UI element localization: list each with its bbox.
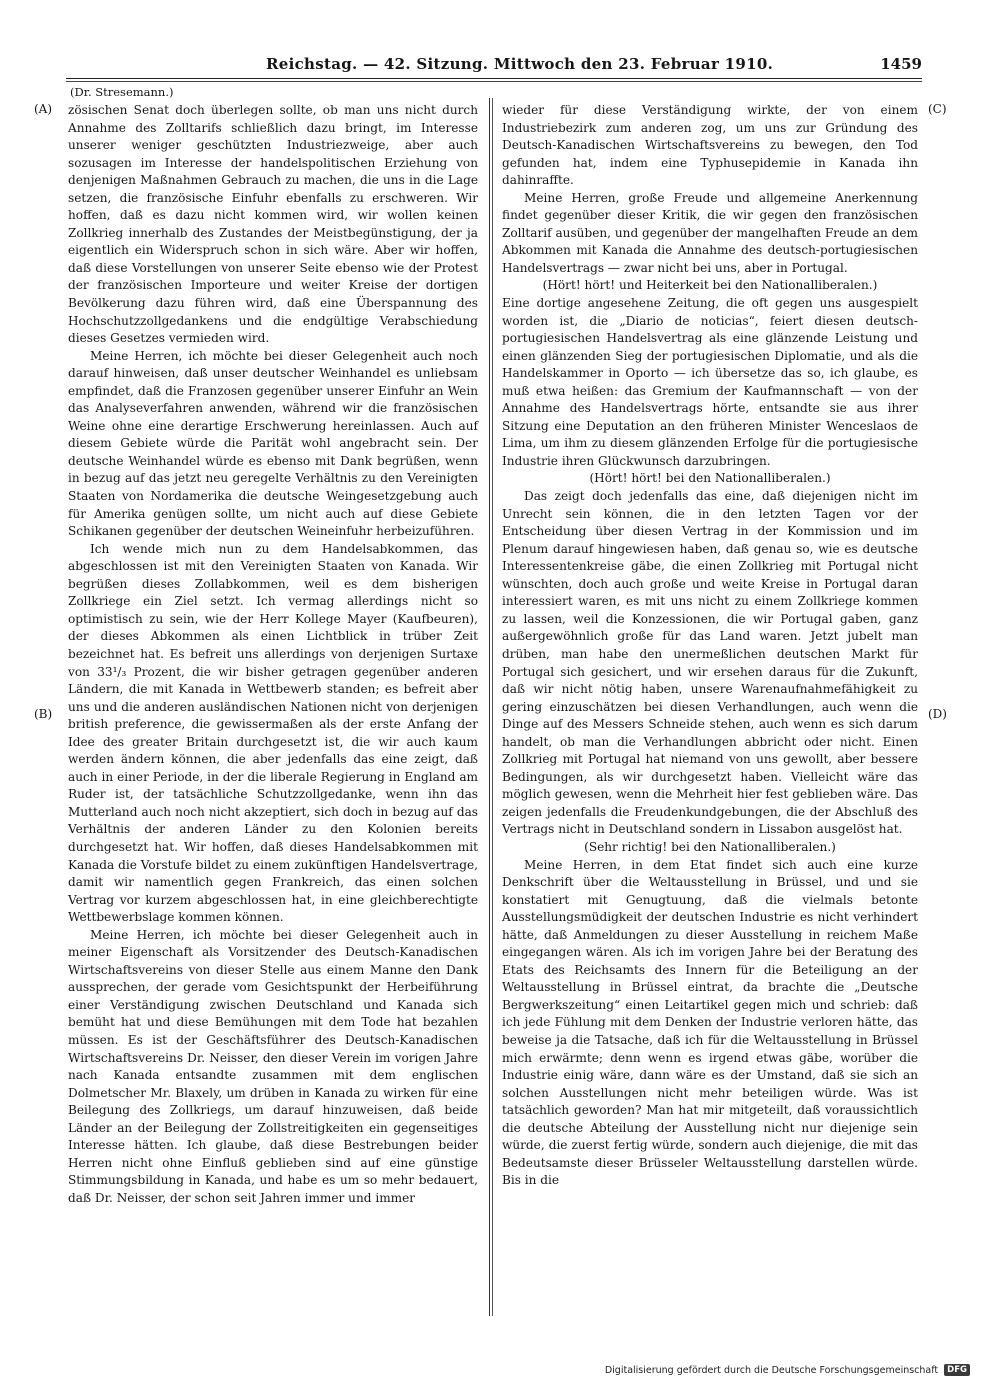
digitization-credit xyxy=(605,1364,970,1376)
left-column xyxy=(68,102,478,1207)
margin-marker-c: (C) xyxy=(928,102,947,116)
column-divider-thin xyxy=(492,98,493,1316)
paragraph: wieder für diese Verständigung wirkte, der von einem Industriebezirk zum anderen zog, um uns zur Gründung des Deutsch-Kanadischen Wirtschaftsvereins zu bewegen, den Tod gefunden hat, indem eine Typhusepidemie in Kanada ihn dahinraffte. xyxy=(502,103,918,188)
header-rule xyxy=(66,78,922,79)
dfg-logo: DFG xyxy=(944,1364,970,1376)
page-number: 1459 xyxy=(880,55,922,73)
interjection: (Sehr richtig! bei den Nationalliberalen.) xyxy=(584,839,836,854)
paragraph: Meine Herren, ich möchte bei dieser Gelegenheit auch in meiner Eigenschaft als Vorsitzender des Deutsch-Kanadischen Wirtschaftsvereins von dieser Stelle aus einem Manne den Dank aussprechen, der gerade vom Gesichtspunkt der Herbeiführung einer Verständigung zwischen Deutschland und Kanada sich bemüht hat und diese Bemühungen mit dem Tode hat bezahlen müssen. Es ist der Geschäftsführer des Deutsch-Kanadischen Wirtschaftsvereins Dr. Neisser, den dieser Verein im vorigen Jahre nach Kanada entsandte zusammen mit dem englischen Dolmetscher Mr. Blaxely, um drüben in Kanada zu wirken für eine Beilegung des Zollkriegs, um darauf hinzuweisen, daß beide Länder an der Beilegung der Zollstreitigkeiten ein gegenseitiges Interesse hätten. Ich glaube, daß diese Bestrebungen beider Herren nicht ohne Einfluß geblieben sind auf eine günstige Stimmungsbildung in Kanada, und habe es um so mehr bedauert, daß Dr. Neisser, der schon seit Jahren immer und immer xyxy=(68,927,478,1205)
interjection: (Hört! hört! und Heiterkeit bei den Nationalliberalen.) xyxy=(542,278,878,293)
page-header xyxy=(66,55,922,77)
margin-marker-b: (B) xyxy=(34,707,53,721)
paragraph: zösischen Senat doch überlegen sollte, ob man uns nicht durch Annahme des Zolltarifs schließlich dazu bringt, im Interesse unserer weniger geschützten Industriezweige, aber auch sozusagen im Interesse der handelspolitischen Erziehung von denjenigen Maßnahmen Gebrauch zu machen, die uns in die Lage setzen, die französische Einfuhr ebenfalls zu erschweren. Wir hoffen, daß es dazu nicht kommen wird, wir wollen keinen Zollkrieg innerhalb des Zustandes der Meistbegünstigung, der ja eigentlich ein Widerspruch schon in sich wäre. Aber wir hoffen, daß diese Vorstellungen von unserer Seite ebenso wie der Protest der französischen Importeure und weiter Kreise der dortigen Bevölkerung dazu führen wird, daß eine Überspannung des Hochschutzzollgedankens und die endgültige Verabschiedung dieses Gesetzes vermieden wird. xyxy=(68,103,478,346)
paragraph: Meine Herren, große Freude und allgemeine Anerkennung findet gegenüber dieser Kritik, die wir gegen den französischen Zolltarif ausüben, und gegenüber der mangelhaften Freude an dem Abkommen mit Kanada die Annahme des deutsch-portugiesischen Handelsvertrags — zwar nicht bei uns, aber in Portugal. xyxy=(502,190,918,275)
paragraph: Meine Herren, in dem Etat findet sich auch eine kurze Denkschrift über die Weltausstellung in Brüssel, und und sie konstatiert mit Genugtuung, daß die vielmals betonte Ausstellungsmüdigkeit der deutschen Industrie es nicht verhindert hätte, daß Anmeldungen zu dieser Ausstellung in reichem Maße eingegangen wären. Als ich im vorigen Jahre bei der Beratung des Etats des Reichsamts des Innern für die Beteiligung an der Weltausstellung in Brüssel eintrat, da brachte die „Deutsche Bergwerkszeitung“ einen Leitartikel gegen mich und schrieb: daß ich jede Fühlung mit dem Denken der Industrie verloren hätte, das beweise ja die Tatsache, daß ich für die Weltausstellung in Brüssel mich erwärmte; denn wenn es irgend etwas gäbe, worüber die Industrie einig wäre, dann wäre es der Umstand, daß sie sich an solchen Ausstellungen nicht mehr beteiligen würde. Was ist tatsächlich geworden? Man hat mir mitgeteilt, daß voraussichtlich die deutsche Abteilung der Ausstellung nicht nur diejenige sein würde, die zuerst fertig würde, sondern auch diejenige, die mit das Bedeutsamste dieser Brüsseler Weltausstellung darstellen würde. Bis in die xyxy=(502,857,918,1188)
interjection: (Hört! hört! bei den Nationalliberalen.) xyxy=(589,471,831,486)
paragraph: Das zeigt doch jedenfalls das eine, daß diejenigen nicht im Unrecht sein können, die in den letzten Tagen vor der Entscheidung über diesen Vertrag in der Kommission und im Plenum darauf hingewiesen haben, daß genau so, wie es deutsche Interessentenkreise gäbe, die einen Zollkrieg mit Portugal nicht wünschten, doch auch große und weite Kreise in Portugal daran interessiert waren, es mit uns nicht zu einem Zollkriege kommen zu lassen, weil die Konzessionen, die wir Portugal gaben, ganz außergewöhnlich große für das Land waren. Jetzt jubelt man drüben, man habe den unermeßlichen deutschen Markt für Portugal sich gesichert, und wir ersehen daraus für die Zukunft, daß wir nicht nötig haben, unsere Warenaufnahmefähigkeit zu gering einzuschätzen bei diesen Verhandlungen, auch wenn die Dinge auf des Messers Schneide stehen, auch wenn es sich darum handelt, ob man die Verhandlungen abbricht oder nicht. Einen Zollkrieg mit Portugal hat niemand von uns gewollt, aber bessere Bedingungen, als wir durchgesetzt haben. Vielleicht wäre das möglich gewesen, wenn die Mehrheit hier fest geblieben wäre. Das zeigen jedenfalls die Freudenkundgebungen, die der Abschluß des Vertrags nicht in Deutschland sondern in Lissabon ausgelöst hat. xyxy=(502,489,918,837)
margin-marker-d: (D) xyxy=(928,707,947,721)
margin-marker-a: (A) xyxy=(34,102,53,116)
right-column xyxy=(502,102,918,1190)
paragraph: Eine dortige angesehene Zeitung, die oft gegen uns ausgespielt worden ist, die „Diario de noticias“, feiert diesen deutsch-portugiesischen Handelsvertrag als eine glänzende Leistung und einen glänzenden Sieg der portugiesischen Diplomatie, und als die Handelskammer in Oporto — ich übersetze das so, ich glaube, es muß etwa heißen: das Gremium der Kaufmannschaft — von der Annahme des Handelsvertrags hörte, entsandte sie aus ihrer Sitzung eine Deputation an den früheren Minister Wenceslaos de Lima, um ihm zu diesem glänzenden Erfolge für die portugiesische Industrie ihren Glückwunsch darzubringen. xyxy=(502,296,918,468)
header-rule-thin xyxy=(66,81,922,82)
running-title: Reichstag. — 42. Sitzung. Mittwoch den 23. Februar 1910. xyxy=(266,55,774,73)
paragraph: Meine Herren, ich möchte bei dieser Gelegenheit auch noch darauf hinweisen, daß unser deutscher Weinhandel es unliebsam empfindet, daß die Franzosen gegenüber unserer Einfuhr an Wein das Analyseverfahren anwenden, während wir die französischen Weine ohne eine derartige Erschwerung hereinlassen. Auch auf diesem Gebiete würde die Parität wohl angebracht sein. Der deutsche Weinhandel würde es ebenso mit Dank begrüßen, wenn in bezug auf das jetzt neu geregelte Verhältnis zu den Vereinigten Staaten von Nordamerika die deutsche Weingesetzgebung auch für Amerika genügen sollte, um nicht auch auf diese Gebiete Schikanen gegenüber der deutschen Weineinfuhr herbeizuführen. xyxy=(68,348,478,539)
speaker-label: (Dr. Stresemann.) xyxy=(70,85,174,99)
paragraph: Ich wende mich nun zu dem Handelsabkommen, das abgeschlossen ist mit den Vereinigten Staaten von Kanada. Wir begrüßen dieses Zollabkommen, weil es dem bisherigen Zollkriege ein Ziel setzt. Ich vermag allerdings nicht so optimistisch zu sein, wie der Herr Kollege Mayer (Kaufbeuren), der dieses Abkommen als einen Lichtblick in trüber Zeit bezeichnet hat. Es befreit uns allerdings von derjenigen Surtaxe von 33¹/₃ Prozent, die wir bisher getragen gegenüber anderen Ländern, die mit Kanada in Wettbewerb standen; es befreit aber uns und die anderen ausländischen Nationen nicht von derjenigen british preference, die gewissermaßen als der erste Anfang der Idee des greater Britain durchgesetzt ist, die wir auch kaum werden ändern können, die aber jedenfalls das eine zeigt, daß auch in einer Periode, in der die liberale Regierung in England am Ruder ist, der tatsächliche Schutzzollgedanke, wenn ihn das Mutterland auch noch nicht akzeptiert, sich doch in bezug auf das Verhältnis der anderen Länder zu den Kolonien bereits durchgesetzt hat. Wir hoffen, daß dieses Handelsabkommen mit Kanada die Vorstufe bildet zu einem zukünftigen Handelsvertrage, damit wir namentlich gegen Frankreich, das einen solchen Vertrag vor kurzem abgeschlossen hat, in eine gleichberechtigte Wettbewerbslage kommen können. xyxy=(68,541,478,925)
column-divider xyxy=(489,98,490,1316)
credit-text: Digitalisierung gefördert durch die Deutsche Forschungsgemeinschaft xyxy=(604,1364,939,1376)
